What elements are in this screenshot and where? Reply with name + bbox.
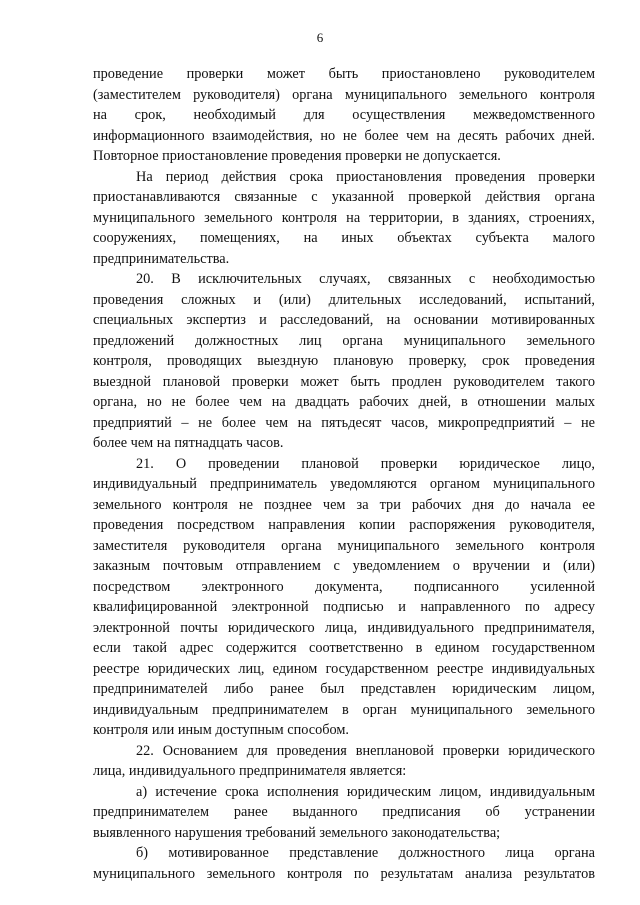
text-line: предпринимательства. xyxy=(93,250,230,267)
text-line: предпринимателей либо ранее был представлен юридическим лицом, xyxy=(93,681,595,697)
text-line: проведения посредством направления копии распоряжения руководителя, xyxy=(93,517,595,533)
text-line: лица, индивидуального предпринимателя является: xyxy=(93,763,407,779)
text-line: более чем на пятнадцать часов. xyxy=(93,435,284,451)
text-line: реестре юридических лиц, едином государственном реестре индивидуальных xyxy=(93,660,595,677)
text-line: электронной почты юридического лица, индивидуального предпринимателя, xyxy=(93,619,595,636)
text-line: муниципального земельного контроля по результатам анализа результатов xyxy=(93,865,595,882)
text-line: сооружениях, помещениях, на иных объектах субъекта малого xyxy=(93,230,595,246)
text-line: индивидуальным предпринимателем в орган муниципального земельного xyxy=(93,701,595,718)
text-line: б) мотивированное представление должностного лица органа xyxy=(136,845,595,861)
text-line: посредством электронного документа, подписанного усиленной xyxy=(93,578,595,595)
text-line: 21. О проведении плановой проверки юридическое лицо, xyxy=(136,455,595,472)
text-line: контроля или иным доступным способом. xyxy=(93,722,350,738)
text-line: если такой адрес содержится соответственно в едином государственном xyxy=(93,640,595,656)
text-line: (заместителем руководителя) органа муниципального земельного контроля xyxy=(93,86,595,103)
text-line: предложений должностных лиц органа муниципального земельного xyxy=(93,332,595,349)
text-line: проведения сложных и (или) длительных исследований, испытаний, xyxy=(93,291,595,308)
text-line: 20. В исключительных случаях, связанных с необходимостью xyxy=(136,271,595,287)
text-line: информационного взаимодействия, но не более чем на десять рабочих дней. xyxy=(93,127,595,144)
document-body xyxy=(93,64,595,884)
text-line: а) истечение срока исполнения юридическим лицом, индивидуальным xyxy=(136,783,595,800)
text-line: муниципального земельного контроля на территории, в зданиях, строениях, xyxy=(93,209,595,226)
text-line: индивидуальный предприниматель уведомляются органом муниципального xyxy=(93,476,595,492)
text-line: 22. Основанием для проведения внеплановой проверки юридического xyxy=(136,742,595,759)
text-line: заказным почтовым отправлением с уведомлением о вручении и (или) xyxy=(93,558,595,574)
text-line: органа, но не более чем на двадцать рабочих дней, в отношении малых xyxy=(93,394,595,410)
text-line: выездной плановой проверки может быть продлен руководителем такого xyxy=(93,373,595,390)
text-line: предприятий – не более чем на пятьдесят часов, микропредприятий – не xyxy=(93,414,595,431)
text-line: на срок, необходимый для осуществления межведомственного xyxy=(93,107,595,123)
text-line: предпринимателем ранее выданного предписания об устранении xyxy=(93,804,595,820)
text-line: контроля, проводящих выездную плановую проверку, срок проведения xyxy=(93,353,595,369)
text-line: приостанавливаются связанные с указанной проверкой действия органа xyxy=(93,189,595,205)
text-line: проведение проверки может быть приостановлено руководителем xyxy=(93,66,595,82)
text-line: квалифицированной электронной подписью и направленного по адресу xyxy=(93,599,595,615)
text-line: специальных экспертиз и расследований, на основании мотивированных xyxy=(93,312,595,328)
text-line: заместителя руководителя органа муниципального земельного контроля xyxy=(93,537,595,554)
text-line: Повторное приостановление проведения проверки не допускается. xyxy=(93,148,501,164)
text-line: На период действия срока приостановления проведения проверки xyxy=(136,168,595,185)
page-number: 6 xyxy=(316,30,324,45)
text-line: земельного контроля не позднее чем за три рабочих дня до начала ее xyxy=(93,496,595,513)
text-line: выявленного нарушения требований земельного законодательства; xyxy=(93,824,501,841)
